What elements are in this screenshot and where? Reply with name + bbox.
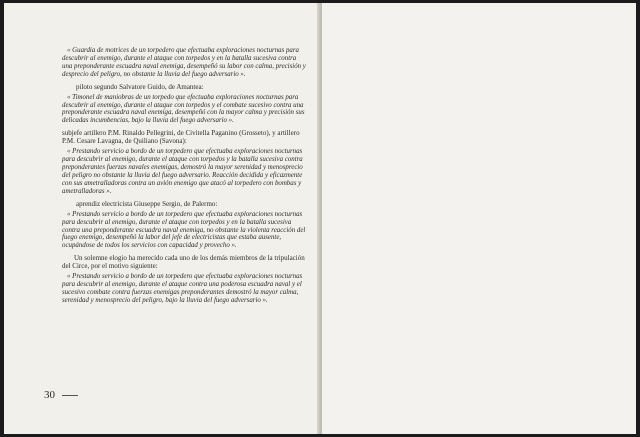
recipient-name: subjefe artillero P.M. Rinaldo Pellegrini, de Civitella Paganino (Grosseto), y artillero P.M. Cesare Lavagna, de Quiliano (Savona): [62,129,300,146]
citation-quote: « Prestando servicio a bordo de un torpedero que efectuaba exploraciones nocturnas para descubrir al enemigo, durante el ataque contra una poderosa escuadra naval y el sucesivo combate contra fuerzas enemigas preponderantes demostró la mayor calma, serenidad y menosprecio del peligro, bajo la lluvia del fuego adversario ». [62,273,303,304]
book-spread [4,3,636,434]
citation-quote: « Prestando servicio a bordo de un torpedero que efectuaba exploraciones nocturnas para descubrir al enemigo, durante el ataque con torpedos y la batalla sucesiva contra preponderantes fuerzas navales enemigas, demostró la mayor serenidad y menosprecio del peligro no obstante la lluvia del fuego adversario. Reacción decidida y eficazmente con sus ametralladoras contra un avión enemigo que atacó al torpedero con bombas y ametralladoras ». [62,148,303,195]
citation-quote: « Prestando servicio a bordo de un torpedero que efectuaba exploraciones nocturnas para descubrir al enemigo, durante el ataque con torpedos y en la batalla sucesiva contra una preponderante escuadra naval enemiga, no obstante la violenta reacción del fuego enemigo, desempeñó la labor del jefe de electricistas que estaba ausente, ocupándose de todos los servicios con capacidad y provecho ». [62,210,306,250]
citation-quote: « Timonel de maniobras de un torpedo que efectuaba exploraciones nocturnas para descubrir al enemigo, durante el ataque con torpedos y el combate sucesivo contra una preponderante escuadra naval enemiga, desempeñó con la mayor calma y precisión sus delicadas incumbencias, bajo la lluvia del fuego adversario ». [62,93,305,125]
left-page [4,3,320,434]
right-page-blank [322,3,636,434]
text-block [62,47,308,309]
folio-rule [62,395,78,396]
body-paragraph: Un solemne elogio ha merecido cada uno de los demás miembros de la tripulación del Circe, por el motivo siguiente: [62,254,305,271]
page-number: 30 [44,389,55,401]
recipient-name: aprendiz electricista Giuseppe Sergio, de Palermo: [76,199,218,208]
recipient-name: piloto segundo Salvatore Guido, de Amantea: [76,82,204,91]
citation-quote: « Guardia de motrices de un torpedero que efectuaba exploraciones nocturnas para descubrir al enemigo, durante el ataque con torpedos y en la batalla sucesiva contra una preponderante escuadra naval enemiga, desempeñó su labor con calma, precisión y desprecio del peligro, no obstante la lluvia del fuego adversario ». [62,47,306,78]
